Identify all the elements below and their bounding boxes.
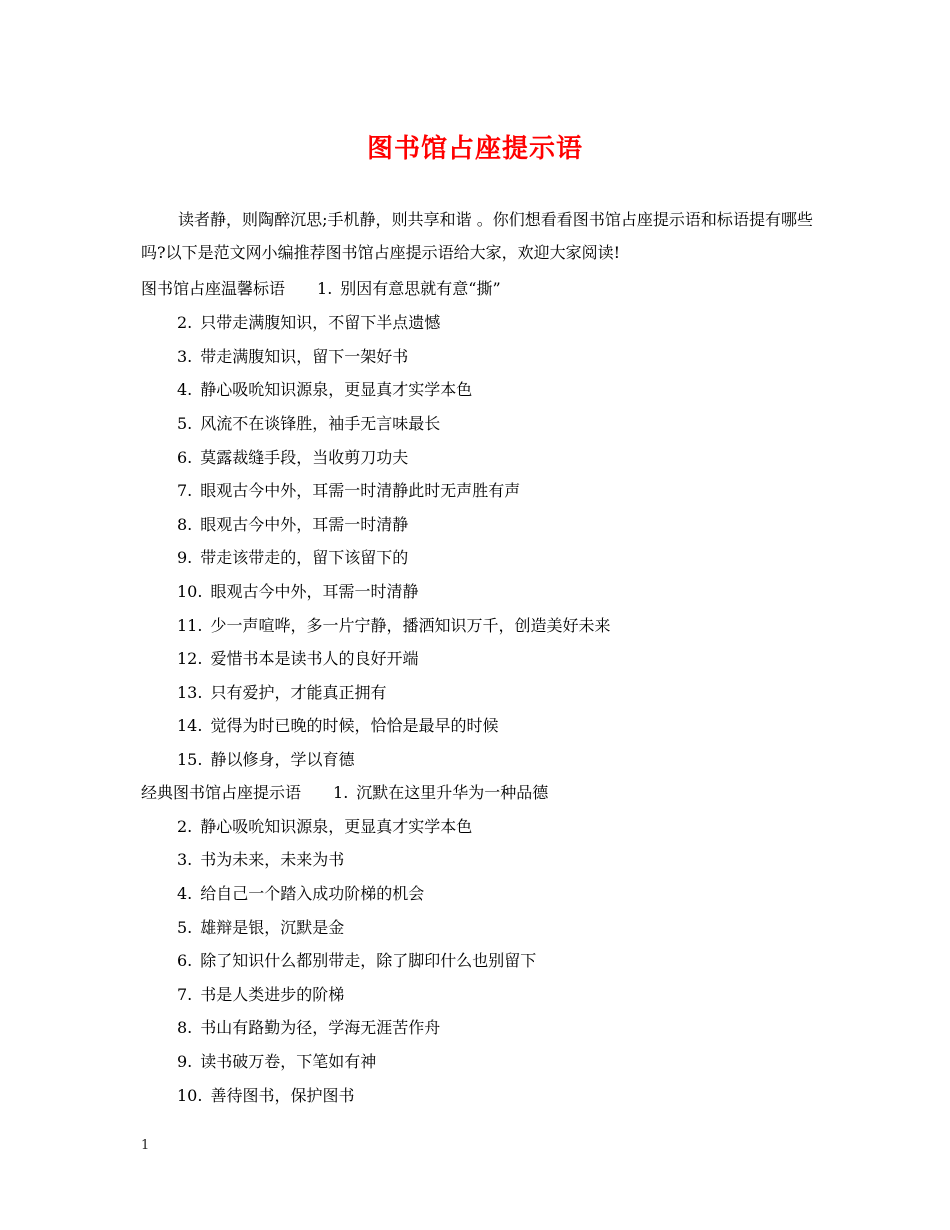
item-number: 9.	[177, 548, 193, 567]
section2-heading-line	[141, 782, 548, 804]
item-number: 2.	[177, 313, 193, 332]
list-item	[177, 984, 344, 1006]
section1-heading-line	[141, 278, 501, 300]
list-item	[177, 480, 520, 502]
section2-heading: 经典图书馆占座提示语	[141, 783, 302, 802]
item-text: 眼观古今中外，耳需一时清静	[210, 582, 419, 601]
document-title: 图书馆占座提示语	[366, 134, 583, 164]
list-item	[177, 379, 472, 401]
item-number: 12.	[177, 649, 203, 668]
item-number: 10.	[177, 1086, 203, 1105]
item-text: 书为未来，未来为书	[200, 850, 345, 869]
item-number: 3.	[177, 850, 193, 869]
item-text: 带走满腹知识，留下一架好书	[200, 347, 409, 366]
item-text: 除了知识什么都别带走，除了脚印什么也别留下	[200, 951, 537, 970]
item-text: 书山有路勤为径，学海无涯苦作舟	[200, 1018, 441, 1037]
item-text: 莫露裁缝手段，当收剪刀功夫	[200, 448, 409, 467]
list-item	[177, 883, 424, 905]
item-number: 5.	[177, 918, 193, 937]
item-number: 8.	[177, 1018, 193, 1037]
item-number: 7.	[177, 481, 193, 500]
item-text: 沉默在这里升华为一种品德	[356, 783, 549, 802]
item-number: 5.	[177, 414, 193, 433]
item-text: 眼观古今中外，耳需一时清静此时无声胜有声	[200, 481, 521, 500]
item-text: 静心吸吮知识源泉，更显真才实学本色	[200, 817, 473, 836]
item-number: 8.	[177, 515, 193, 534]
item-number: 13.	[177, 683, 203, 702]
list-item	[177, 749, 354, 771]
item-number: 4.	[177, 380, 193, 399]
item-number: 1.	[317, 279, 333, 298]
item-text: 眼观古今中外，耳需一时清静	[200, 515, 409, 534]
item-text: 只带走满腹知识，不留下半点遗憾	[200, 313, 441, 332]
item-text: 风流不在谈锋胜，袖手无言味最长	[200, 414, 441, 433]
list-item	[177, 816, 472, 838]
list-item	[177, 1051, 376, 1073]
list-item	[177, 1017, 440, 1039]
item-number: 6.	[177, 448, 193, 467]
list-item	[177, 950, 536, 972]
item-text: 静以修身，学以育德	[210, 750, 355, 769]
item-text: 书是人类进步的阶梯	[200, 985, 345, 1004]
item-text: 静心吸吮知识源泉，更显真才实学本色	[200, 380, 473, 399]
list-item	[177, 615, 610, 637]
list-item	[177, 682, 386, 704]
item-number: 14.	[177, 716, 203, 735]
list-item	[177, 312, 440, 334]
item-number: 2.	[177, 817, 193, 836]
section1-heading: 图书馆占座温馨标语	[141, 279, 286, 298]
list-item	[177, 514, 408, 536]
item-number: 7.	[177, 985, 193, 1004]
item-number: 11.	[177, 616, 203, 635]
list-item	[177, 648, 418, 670]
item-number: 6.	[177, 951, 193, 970]
item-text: 带走该带走的，留下该留下的	[200, 548, 409, 567]
list-item	[177, 346, 408, 368]
item-text: 只有爱护，才能真正拥有	[210, 683, 387, 702]
list-item	[177, 1085, 354, 1107]
list-item	[177, 447, 408, 469]
item-text: 给自己一个踏入成功阶梯的机会	[200, 884, 425, 903]
item-text: 爱惜书本是读书人的良好开端	[210, 649, 419, 668]
item-text: 雄辩是银，沉默是金	[200, 918, 345, 937]
item-number: 9.	[177, 1052, 193, 1071]
list-item	[177, 581, 418, 603]
list-item	[177, 715, 498, 737]
list-item	[177, 917, 344, 939]
item-number: 10.	[177, 582, 203, 601]
item-number: 15.	[177, 750, 203, 769]
item-text: 善待图书，保护图书	[210, 1086, 355, 1105]
item-number: 1.	[333, 783, 349, 802]
list-item	[177, 849, 344, 871]
list-item	[177, 547, 408, 569]
item-text: 觉得为时已晚的时候，恰恰是最早的时候	[210, 716, 499, 735]
intro-paragraph: 读者静，则陶醉沉思;手机静，则共享和谐 。你们想看看图书馆占座提示语和标语提有哪些吗?以下是范文网小编推荐图书馆占座提示语给大家，欢迎大家阅读!	[141, 210, 813, 262]
item-number: 3.	[177, 347, 193, 366]
item-text: 读书破万卷，下笔如有神	[200, 1052, 377, 1071]
item-text: 少一声喧哗，多一片宁静，播洒知识万千，创造美好未来	[210, 616, 611, 635]
list-item	[177, 413, 440, 435]
item-text: 别因有意思就有意“撕”	[340, 279, 501, 298]
page-number: 1	[141, 1138, 150, 1153]
item-number: 4.	[177, 884, 193, 903]
